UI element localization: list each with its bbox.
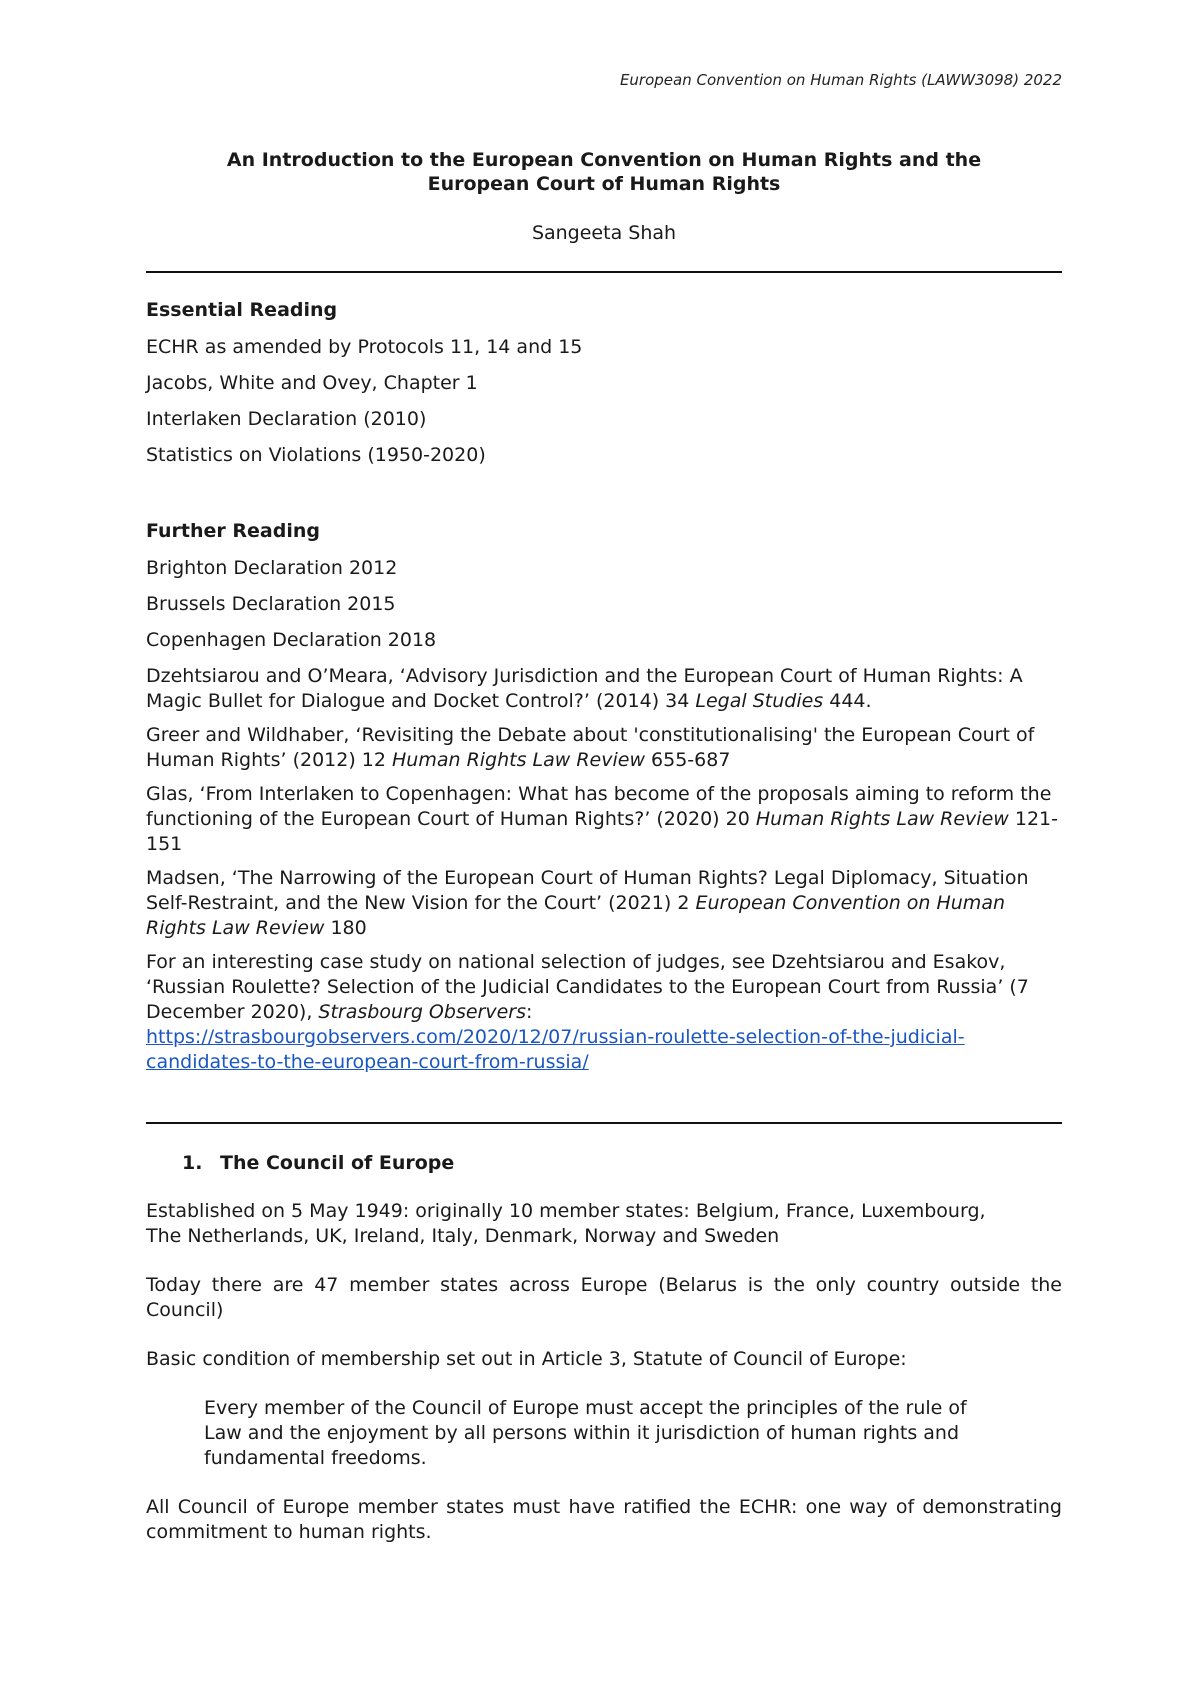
reading-item: Jacobs, White and Ovey, Chapter 1 xyxy=(146,372,478,394)
reading-item: Statistics on Violations (1950-2020) xyxy=(146,444,486,466)
reference-entry xyxy=(146,866,1062,941)
paragraph: Basic condition of membership set out in Article 3, Statute of Council of Europe: xyxy=(146,1348,907,1370)
reading-item: Brighton Declaration 2012 xyxy=(146,557,398,579)
reference-text: Glas, ‘From Interlaken to Copenhagen: What has become of the proposals aiming to reform the functioning of the European Court of Human Rights?’ (2020) 20 xyxy=(146,783,1052,830)
section-number: 1. xyxy=(182,1152,203,1174)
title-line-1: An Introduction to the European Convention on Human Rights and the xyxy=(226,149,982,171)
further-reading-heading: Further Reading xyxy=(146,520,320,542)
reference-citation: 180 xyxy=(324,917,367,939)
journal-title: Human Rights Law Review xyxy=(392,749,645,771)
author-name: Sangeeta Shah xyxy=(531,222,677,244)
block-quote: Every member of the Council of Europe must accept the principles of the rule of Law and the enjoyment by all persons within it jurisdiction of human rights and fundamental freedoms. xyxy=(204,1397,967,1469)
journal-title: Human Rights Law Review xyxy=(755,808,1009,830)
page-title xyxy=(146,148,1062,196)
reference-text: Madsen, ‘The Narrowing of the European Court of Human Rights? Legal Diplomacy, Situation Self-Restraint, and the New Vision for the Court’ (2021) 2 xyxy=(146,867,1029,914)
title-line-2: European Court of Human Rights xyxy=(427,173,781,195)
reference-entry xyxy=(146,723,1062,773)
running-header: European Convention on Human Rights (LAWW3098) 2022 xyxy=(619,71,1062,89)
paragraph-line: Established on 5 May 1949: originally 10 member states: Belgium, France, Luxembourg, xyxy=(146,1200,986,1222)
section-heading xyxy=(182,1152,454,1174)
paragraph: Today there are 47 member states across Europe (Belarus is the only country outside the Council) xyxy=(146,1274,1062,1321)
reading-item: Brussels Declaration 2015 xyxy=(146,593,396,615)
paragraph-line: The Netherlands, UK, Ireland, Italy, Denmark, Norway and Sweden xyxy=(146,1225,780,1247)
reference-entry xyxy=(146,782,1062,857)
essential-reading-heading: Essential Reading xyxy=(146,299,338,321)
divider-top xyxy=(146,271,1062,273)
case-study-entry xyxy=(146,950,1062,1075)
journal-title: Legal Studies xyxy=(695,690,824,712)
case-study-text: For an interesting case study on national selection of judges, see Dzehtsiarou and Esakov, ‘Russian Roulette? Selection of the Judicial Candidates to the European Court from Russia’ (7 December 2020), xyxy=(146,951,1029,1023)
further-reading-section xyxy=(146,519,1062,1084)
section-body xyxy=(146,1199,1062,1569)
reference-text: Dzehtsiarou and O’Meara, ‘Advisory Jurisdiction and the European Court of Human Rights: A Magic Bullet for Dialogue and Docket Control?’ (2014) 34 xyxy=(146,665,1023,712)
reference-citation: 444. xyxy=(823,690,872,712)
case-study-link[interactable]: https://strasbourgobservers.com/2020/12/07/russian-roulette-selection-of-the-judicial- xyxy=(146,1026,965,1048)
case-study-colon: : xyxy=(525,1001,533,1023)
paragraph: All Council of Europe member states must have ratified the ECHR: one way of demonstrating commitment to human rights. xyxy=(146,1496,1062,1543)
reading-item: ECHR as amended by Protocols 11, 14 and 15 xyxy=(146,336,583,358)
essential-reading-section xyxy=(146,298,1062,479)
reference-citation: 121-151 xyxy=(146,808,1058,855)
reference-text: Greer and Wildhaber, ‘Revisiting the Debate about 'constitutionalising' the European Court of Human Rights’ (2012) 12 xyxy=(146,724,1035,771)
divider-section xyxy=(146,1122,1062,1124)
journal-title: European Convention on Human Rights Law Review xyxy=(146,892,1005,939)
reading-item: Copenhagen Declaration 2018 xyxy=(146,629,437,651)
case-study-link-continued[interactable]: candidates-to-the-european-court-from-russia/ xyxy=(146,1051,589,1073)
reading-item: Interlaken Declaration (2010) xyxy=(146,408,427,430)
section-title: The Council of Europe xyxy=(220,1152,455,1174)
reference-citation: 655-687 xyxy=(645,749,731,771)
source-title: Strasbourg Observers xyxy=(318,1001,526,1023)
reference-entry xyxy=(146,664,1062,714)
paragraph xyxy=(146,1199,1062,1249)
